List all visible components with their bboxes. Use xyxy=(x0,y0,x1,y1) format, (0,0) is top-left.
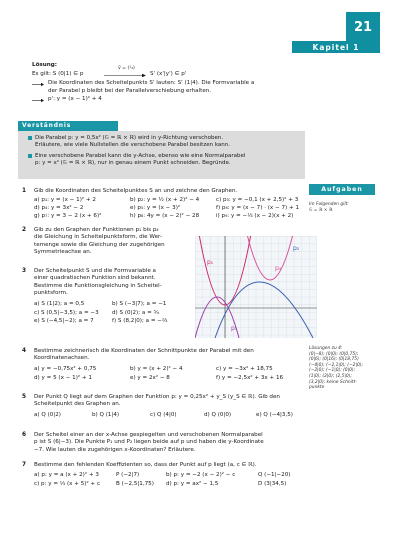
q2-text: Gib zu den Graphen der Funktionen p₁ bis p₄ die Gleichung in Scheitelpunktsform, die Wer- temenge sowie die Gleichung der zugehörigen Symmetrieachse an. xyxy=(34,227,165,256)
q4-text: Bestimme zeichnerisch die Koordinaten der Schnittpunkte der Parabel mit den Koordinatenachsen. xyxy=(34,348,254,362)
question-number: 1 xyxy=(22,188,27,194)
question-number: 7 xyxy=(22,462,27,468)
loesung-label: Lösung: xyxy=(32,62,57,68)
graph-label-p1: p₁ xyxy=(207,259,214,266)
page-number: 21 xyxy=(346,12,380,42)
arrow-icon xyxy=(104,73,146,78)
arrow-icon xyxy=(32,82,44,87)
question-number: 6 xyxy=(22,432,27,438)
graph-label-p3: p₃ xyxy=(231,325,238,332)
q3-text: Der Scheitelpunkt S und die Formvariable a einer quadratischen Funktion sind bekannt. Bestimme die Funktionsgleichung in Scheitel- punktsform. xyxy=(34,268,162,297)
verstaendnis-heading: Verständnis xyxy=(18,121,118,131)
q1-rows: a) p₁: y = (x − 1)² + 2 b) p₂: y = ½ (x + 2)² − 4 c) p₃: y = −0,1 (x + 2,5)² + 3 d) p₄: y = 3x² − 2 e) p₅: y = (x − 3)² f) p₆: y = (x − 7) · (x − 7) + 1 g) p₇: y = 3 − 2 (x + 6)² h) p₈: 4y = (x − 2)² − 28 i) p₉: y = −⅓ (x − 2)(x + 2) xyxy=(34,197,300,219)
vector-label: v⃗ = (¹₃) xyxy=(118,66,135,71)
q6-text: Der Scheitel einer an der x-Achse gespiegelten und verschobenen Normalparabel p ist S (6|−3). Die Punkte P₁ und P₂ liegen beide auf p und haben die y-Koordinate −7. Wie lauten die zugehörigen x-Koordinaten? Erläutere. xyxy=(34,432,264,453)
q4-rows: a) y = −0,75x² + 0,75 b) y = (x + 2)² − 4 c) y = −3x² + 18,75 d) y = 5 (x − 1)² + 1 e) y = 2x² − 8 f) y = −2,5x² + 3x + 16 xyxy=(34,366,284,381)
q7-text: Bestimme den fehlenden Koeffizienten so, dass der Punkt auf p liegt (a, c ∈ ℝ). xyxy=(34,462,257,468)
loesung-line1-prefix: Es gilt: S (0|1) ∈ p xyxy=(32,71,84,77)
question-number: 2 xyxy=(22,227,27,233)
loesung-line2: Die Koordinaten des Scheitelpunkts S' lauten: S' (1|4). Die Formvariable a xyxy=(48,80,255,86)
q3-rows: a) S (1|2); a = 0,5 b) S (−3|7); a = −1 c) S (0,5|−3,5); a = −3 d) S (0|2); a = ¾ e) S (−4,5|−2); a = 7 f) S (8,2|0); a = −⅔ xyxy=(34,301,168,324)
q7-rows: a) p: y = a (x + 2)² + 3 P (−2|7) b) p: y = −2 (x − 2)² − c Q (−1|−20) c) p: y = ⅓ (x + 5)² + c B (−2,5|1,75) d) p: y = ax² − 1,5 D (3|34,5) xyxy=(34,472,291,487)
q5-text: Der Punkt Q liegt auf dem Graphen der Funktion p: y = 0,25x² + y_S (y_S ∈ ℝ). Gib den Scheitelpunkt des Graphen an. xyxy=(34,394,280,408)
aufgaben-heading: Aufgaben xyxy=(309,184,375,195)
question-number: 4 xyxy=(22,348,27,354)
chapter-label: Kapitel 1 xyxy=(292,41,380,53)
verstaendnis-item: Die Parabel p: y = 0,5x² (𝔾 = ℝ × ℝ) wird in y-Richtung verschoben. Erläutere, wie viele Nullstellen die verschobene Parabel besitzen kann. xyxy=(28,135,298,149)
aufgaben-note-1: Im Folgenden gilt: xyxy=(309,202,349,207)
aufgaben-note-2: 𝔾 = ℝ × ℝ xyxy=(309,208,333,213)
q1-text: Gib die Koordinaten des Scheitelpunktes S an und zeichne den Graphen. xyxy=(34,188,238,194)
parabola-graph xyxy=(195,236,317,338)
question-number: 5 xyxy=(22,394,27,400)
graph-label-p2: p₂ xyxy=(293,245,300,252)
arrow-icon xyxy=(32,98,44,103)
q5-row: a) Q (0|2) b) Q (1|4) c) Q (4|0) d) Q (0|0) e) Q (−4|3,5) xyxy=(34,412,293,418)
question-number: 3 xyxy=(22,268,27,274)
verstaendnis-item: Eine verschobene Parabel kann die y-Achse, ebenso wie eine Normalparabel p: y = x² (𝔾 = ℝ × ℝ), nur in genau einem Punkt schneiden. Begründe. xyxy=(28,153,298,167)
loesung-line4: p': y = (x − 1)² + 4 xyxy=(48,96,102,102)
bullet-icon xyxy=(28,154,32,158)
loesung-line3: der Parabel p bleibt bei der Parallelverschiebung erhalten. xyxy=(48,88,212,94)
loesung-line1-suffix: S' (x'|y') ∈ p' xyxy=(150,71,187,77)
q4-solutions: Lösungen zu 4: (0|−8); (0|0); (0|0,75); (0|6); (0|16); (0|18,75) (−4|0); (−2,1|0); (−2|0); (−2|0); (−1|0); (0|0); (1|0); (2|0); (2,5|0); (3,2|0); keine Schnitt- punkte xyxy=(309,346,363,391)
graph-label-p4: p₄ xyxy=(275,265,282,272)
verstaendnis-box xyxy=(18,131,305,179)
bullet-icon xyxy=(28,136,32,140)
